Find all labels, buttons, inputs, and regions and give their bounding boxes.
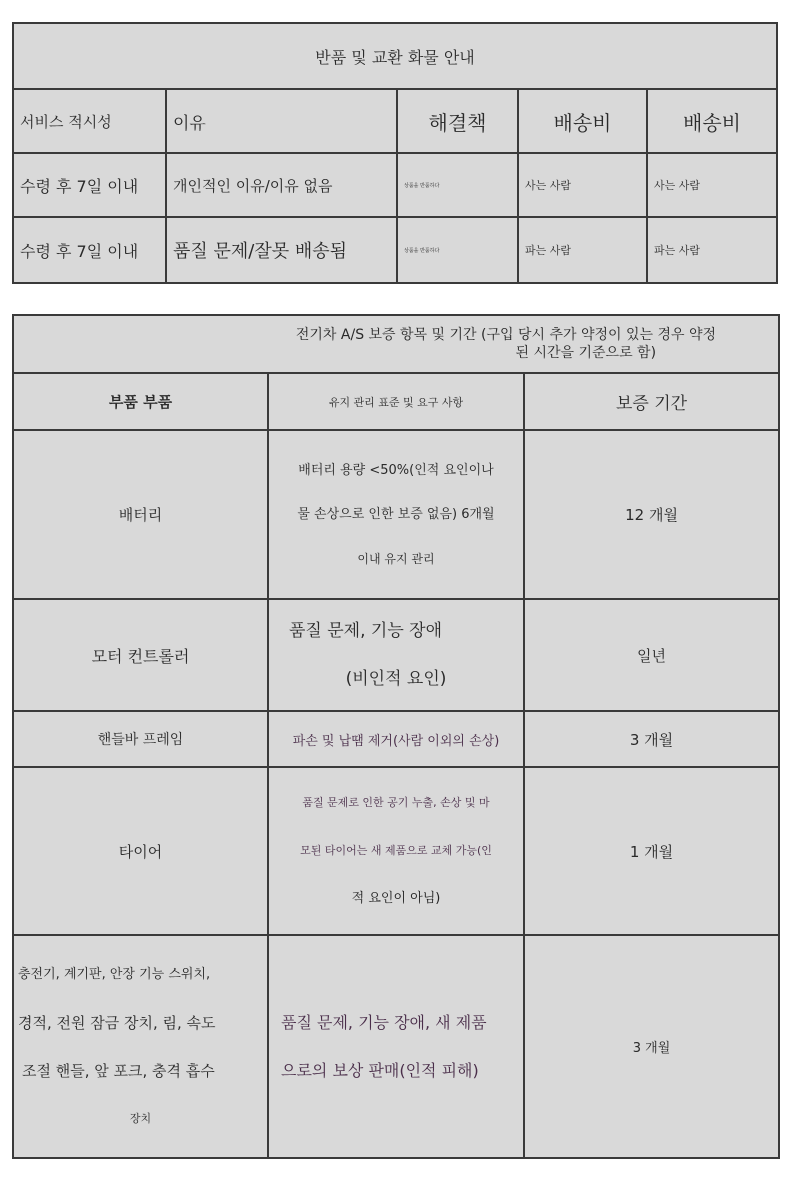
header-shipping-a: 배송비 (518, 89, 647, 153)
header-part: 부품 부품 (13, 373, 268, 430)
header-period: 보증 기간 (524, 373, 779, 430)
requirement-line: 품질 문제로 인한 공기 누출, 손상 및 마 (302, 796, 490, 809)
cell-part (13, 935, 268, 1158)
table-row (13, 217, 777, 283)
requirement-line: 배터리 용량 <50%(인적 요인이나 (298, 462, 494, 478)
cell-requirement (268, 711, 524, 767)
cell-requirement (268, 935, 524, 1158)
table-row (13, 711, 779, 767)
cell-requirement (268, 430, 524, 599)
warranty-title-line-1: 전기차 A/S 보증 항목 및 기간 (구입 당시 추가 약정이 있는 경우 약정 (295, 327, 717, 343)
table-row (13, 767, 779, 935)
part-line: 장치 (129, 1111, 152, 1125)
requirement-line: 적 요인이 아님) (351, 891, 441, 906)
cell-period: 3 개월 (524, 711, 779, 767)
part-line: 충전기, 계기판, 안장 기능 스위치, (18, 966, 211, 982)
requirement-line: 으로의 보상 판매(인적 피해) (281, 1060, 479, 1080)
cell-part: 모터 컨트롤러 (13, 599, 268, 711)
header-requirement: 유지 관리 표준 및 요구 사항 (268, 373, 524, 430)
requirement-line: 파손 및 납땜 제거(사람 이외의 손상) (292, 733, 500, 749)
cell-timeliness: 수령 후 7일 이내 (13, 153, 166, 217)
requirement-line: 모된 타이어는 새 제품으로 교체 가능(인 (300, 844, 492, 857)
header-timeliness: 서비스 적시성 (13, 89, 166, 153)
cell-solution: 상품을 반품하다 (397, 217, 518, 283)
table-row (13, 153, 777, 217)
cell-period: 3 개월 (524, 935, 779, 1158)
cell-reason: 개인적인 이유/이유 없음 (166, 153, 397, 217)
table-row (13, 430, 779, 599)
cell-part: 배터리 (13, 430, 268, 599)
cell-part: 핸들바 프레임 (13, 711, 268, 767)
requirement-line: 품질 문제, 기능 장애, 새 제품 (281, 1012, 487, 1032)
cell-solution: 상품을 반품하다 (397, 153, 518, 217)
header-solution: 해결책 (397, 89, 518, 153)
cell-reason: 품질 문제/잘못 배송됨 (166, 217, 397, 283)
requirement-line: 이내 유지 관리 (357, 551, 435, 566)
warranty-table (12, 314, 780, 1159)
cell-shipping-a: 파는 사람 (518, 217, 647, 283)
requirement-line: (비인적 요인) (345, 669, 447, 689)
part-line: 경적, 전원 잠금 장치, 림, 속도 (18, 1013, 216, 1032)
header-reason: 이유 (166, 89, 397, 153)
cell-requirement (268, 767, 524, 935)
warranty-table-title (13, 315, 779, 373)
requirement-line: 물 손상으로 인한 보증 없음) 6개월 (297, 506, 495, 522)
cell-shipping-b: 파는 사람 (647, 217, 777, 283)
warranty-title-line-2: 된 시간을 기준으로 함) (515, 345, 657, 361)
requirement-line: 품질 문제, 기능 장애 (289, 621, 442, 641)
cell-requirement (268, 599, 524, 711)
cell-part: 타이어 (13, 767, 268, 935)
table-row (13, 599, 779, 711)
cell-timeliness: 수령 후 7일 이내 (13, 217, 166, 283)
cell-period: 일년 (524, 599, 779, 711)
cell-period: 12 개월 (524, 430, 779, 599)
returns-table (12, 22, 778, 284)
cell-shipping-a: 사는 사람 (518, 153, 647, 217)
table-row (13, 935, 779, 1158)
header-shipping-b: 배송비 (647, 89, 777, 153)
part-line: 조절 핸들, 앞 포크, 충격 흡수 (22, 1061, 215, 1080)
cell-shipping-b: 사는 사람 (647, 153, 777, 217)
cell-period: 1 개월 (524, 767, 779, 935)
returns-table-title: 반품 및 교환 화물 안내 (13, 23, 777, 89)
